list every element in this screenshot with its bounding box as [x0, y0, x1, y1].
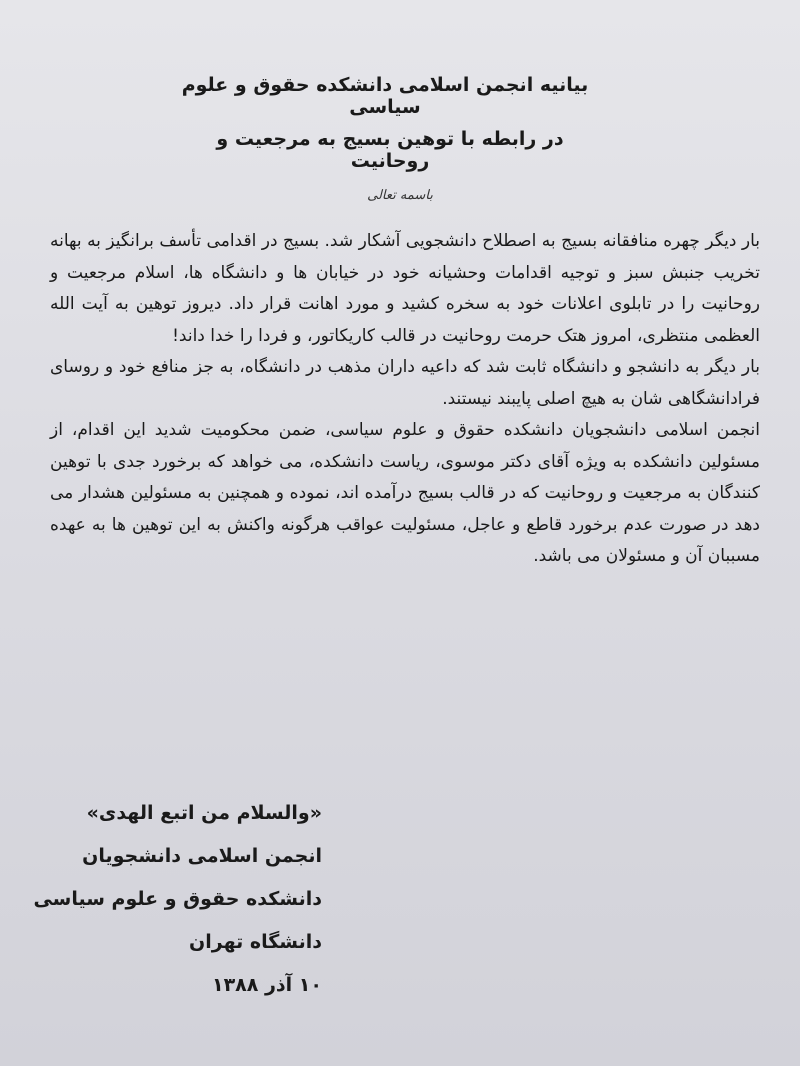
statement-date: ۱۰ آذر ۱۳۸۸ [211, 974, 322, 996]
signature-block [22, 792, 322, 1007]
paragraph-1: بار دیگر چهره منافقانه بسیج به اصطلاح دانشجویی آشکار شد. بسیج در اقدامی تأسف برانگیز به بهانه تخریب جنبش سبز و توجیه اقدامات وحشیانه خود در خیابان ها و دانشگاه ها، اسلام مرجعیت و روحانیت را در تابلوی اعلانات خود به سخره کشید و مورد اهانت قرار داد. دیروز توهین به آیت الله العظمی منتظری، امروز هتک حرمت روحانیت در قالب کاریکاتور، و فردا را خدا داند! [50, 231, 760, 346]
basmala: باسمه تعالی [367, 188, 433, 203]
statement-body [50, 226, 760, 573]
statement-subtitle: در رابطه با توهین بسیج به مرجعیت و روحانیت [216, 128, 564, 172]
closing-salutation: «والسلام من اتبع الهدی» [86, 802, 322, 824]
paragraph-3: انجمن اسلامی دانشجویان دانشکده حقوق و علوم سیاسی، ضمن محکومیت شدید این اقدام، از مسئولین دانشکده به ویژه آقای دکتر موسوی، ریاست دانشکده، می خواهد که برخورد جدی با توهین کنندگان به مرجعیت و روحانیت که در قالب بسیج درآمده اند، نموده و همچنین به مسئولین هشدار می دهد در صورت عدم برخورد قاطع و عاجل، مسئولیت عواقب هرگونه واکنش به این توهین ها به عهده مسببان آن و مسئولان می باشد. [50, 420, 760, 566]
signatory-organization: انجمن اسلامی دانشجویان [82, 845, 322, 867]
signatory-university: دانشگاه تهران [189, 931, 322, 953]
signatory-faculty: دانشکده حقوق و علوم سیاسی [33, 888, 322, 910]
paragraph-2: بار دیگر به دانشجو و دانشگاه ثابت شد که داعیه داران مذهب در دانشگاه، به جز منافع خود و روسای فرادانشگاهی شان به هیچ اصلی پایبند نیستند. [50, 357, 760, 409]
statement-title: بیانیه انجمن اسلامی دانشکده حقوق و علوم سیاسی [181, 74, 589, 118]
